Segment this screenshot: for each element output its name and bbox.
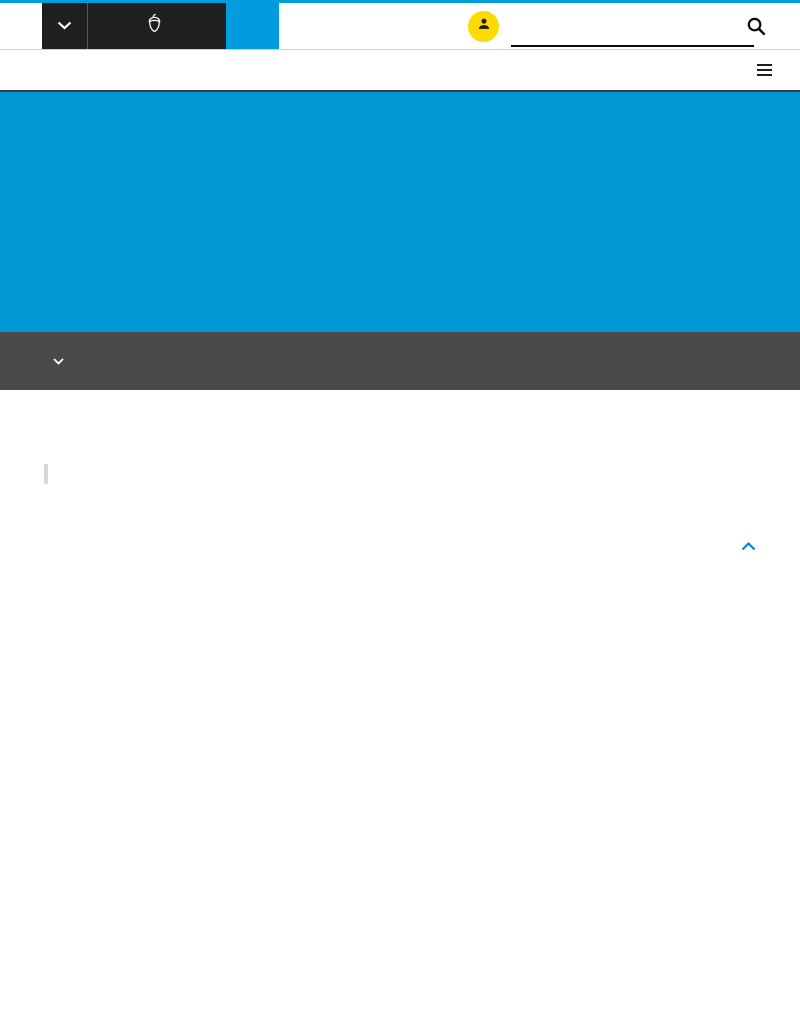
chevron-down-icon xyxy=(53,352,64,370)
collegeboard-logo[interactable] xyxy=(88,3,226,49)
back-to-top[interactable] xyxy=(44,538,756,556)
search-field xyxy=(511,12,754,47)
chevron-down-icon xyxy=(57,17,72,35)
on-this-page xyxy=(44,464,800,484)
global-header xyxy=(0,3,800,49)
account-button[interactable] xyxy=(468,11,499,42)
search-input[interactable] xyxy=(525,18,746,38)
programs-dropdown-toggle[interactable] xyxy=(42,3,88,49)
menu-bar xyxy=(0,332,800,390)
article-content xyxy=(0,538,800,595)
chevron-up-icon xyxy=(741,538,756,556)
hamburger-icon[interactable] xyxy=(753,57,776,83)
search-button[interactable] xyxy=(746,16,767,40)
person-icon xyxy=(475,15,493,38)
breadcrumb xyxy=(0,390,800,418)
menu-toggle[interactable] xyxy=(44,352,64,370)
header-right xyxy=(457,3,754,49)
acorn-icon xyxy=(145,13,164,39)
hero-banner xyxy=(0,90,800,332)
brand-cluster xyxy=(42,3,279,49)
figure-directed-fire-model xyxy=(44,590,756,595)
ap-logo[interactable] xyxy=(226,3,279,49)
search-icon xyxy=(746,16,767,40)
site-bar xyxy=(0,50,800,90)
